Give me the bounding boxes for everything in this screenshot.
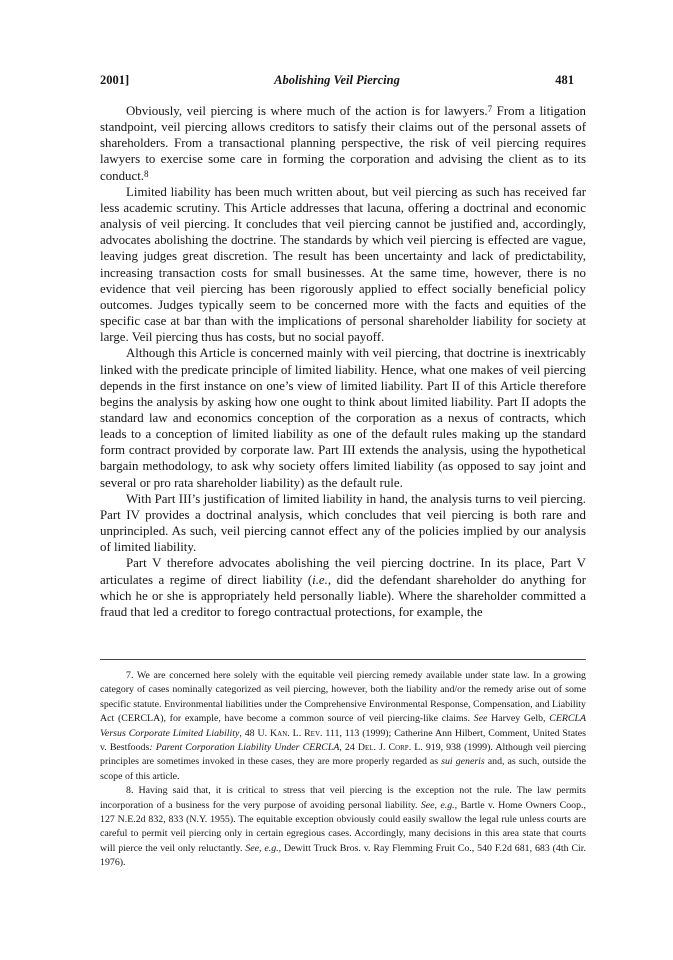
footnote-ref-8[interactable]: 8 (144, 168, 149, 179)
body-text (100, 103, 586, 620)
page-number: 481 (555, 73, 574, 87)
paragraph-2: Limited liability has been much written about, but veil piercing as such has received far less academic scrutiny. This Article addresses that lacuna, offering a doctrinal and economic analysis of veil piercing. It concludes that veil piercing cannot be justified and, accordingly, advocates abolishing the doctrine. The standards by which veil piercing is effected are vague, leaving judges great discretion. The result has been uncertainty and lack of predictability, increasing transaction costs for small businesses. At the same time, however, there is no evidence that veil piercing has been rigorously applied to effect socially beneficial policy outcomes. Judges typically seem to be concerned more with the facts and equities of the specific case at bar than with the implications of personal shareholder liability for society at large. Veil piercing thus has costs, but no social payoff. (100, 184, 586, 345)
footnote-ref-7[interactable]: 7 (487, 104, 493, 114)
paragraph-5: Part V therefore advocates abolishing the veil piercing doctrine. In its place, Part V articulates a regime of direct liability (i.e., did the defendant shareholder do anything for which he or she is appropriately held personally liable). Where the shareholder committed a fraud that led a creditor to forego contractual protections, for example, the (100, 556, 586, 619)
paragraph-3: Although this Article is concerned mainly with veil piercing, that doctrine is inextricably linked with the predicate principle of limited liability. Hence, what one makes of veil piercing depends in the first instance on one’s view of limited liability. Part II of this Article therefore begins the analysis by asking how one ought to think about limited liability. Part II adopts the standard law and economics conception of the corporation as a nexus of contracts, which leads to a conception of limited liability as one of the default rules making up the standard form contract provided by corporate law. Part III extends the analysis, using the hypothetical bargain methodology, to ask why society offers limited liability (as opposed to say joint and several or pro rata shareholder liability) as the default rule. (100, 346, 586, 490)
footnotes (100, 669, 586, 871)
footnote-divider (100, 659, 586, 660)
paragraph-1: Obviously, veil piercing is where much of the action is for lawyers.$^7$ From a litigation standpoint, veil piercing allows creditors to satisfy their claims out of the personal assets of shareholders. From a transactional planning perspective, the risk of veil piercing requires lawyers to exercise some care in forming the corporation and advising the client as to its conduct.$^8$ (100, 104, 587, 183)
footnote-7: 7. We are concerned here solely with the equitable veil piercing remedy available under state law. In a growing category of cases nominally categorized as veil piercing, however, both the liability and/or the remedy arise out of some specific statute. Environmental liabilities under the Comprehensive Environmental Response, Compensation, and Liability Act (CERCLA), for example, have become a common source of veil piercing-like claims. See Harvey Gelb, CERCLA Versus Corporate Limited Liability, 48 U. Kan. L. Rev. 111, 113 (1999); Catherine Ann Hilbert, Comment, United States v. Bestfoods: Parent Corporation Liability Under CERCLA, 24 Del. J. Corp. L. 919, 938 (1999). Although veil piercing principles are sometimes invoked in these cases, they are more properly regarded as sui generis and, as such, outside the scope of this article. (100, 670, 587, 782)
header-year: 2001] (100, 73, 130, 87)
running-header (100, 73, 574, 89)
footnote-8: 8. Having said that, it is critical to stress that veil piercing is the exception not the rule. The law permits incorporation of a business for the very purpose of avoiding personal liability. See, e.g., Bartle v. Home Owners Coop., 127 N.E.2d 832, 833 (N.Y. 1955). The equitable exception obviously could easily swallow the legal rule unless courts are careful to permit veil piercing only in certain egregious cases. Accordingly, many decisions in this area state that courts will pierce the veil only reluctantly. See, e.g., Dewitt Truck Bros. v. Ray Flemming Fruit Co., 540 F.2d 681, 683 (4th Cir. 1976). (100, 785, 586, 869)
paragraph-4: With Part III’s justification of limited liability in hand, the analysis turns to veil piercing. Part IV provides a doctrinal analysis, which concludes that veil piercing is both rare and unprincipled. As such, veil piercing cannot effect any of the policies implied by our analysis of limited liability. (100, 491, 586, 555)
header-title: Abolishing Veil Piercing (274, 73, 400, 87)
